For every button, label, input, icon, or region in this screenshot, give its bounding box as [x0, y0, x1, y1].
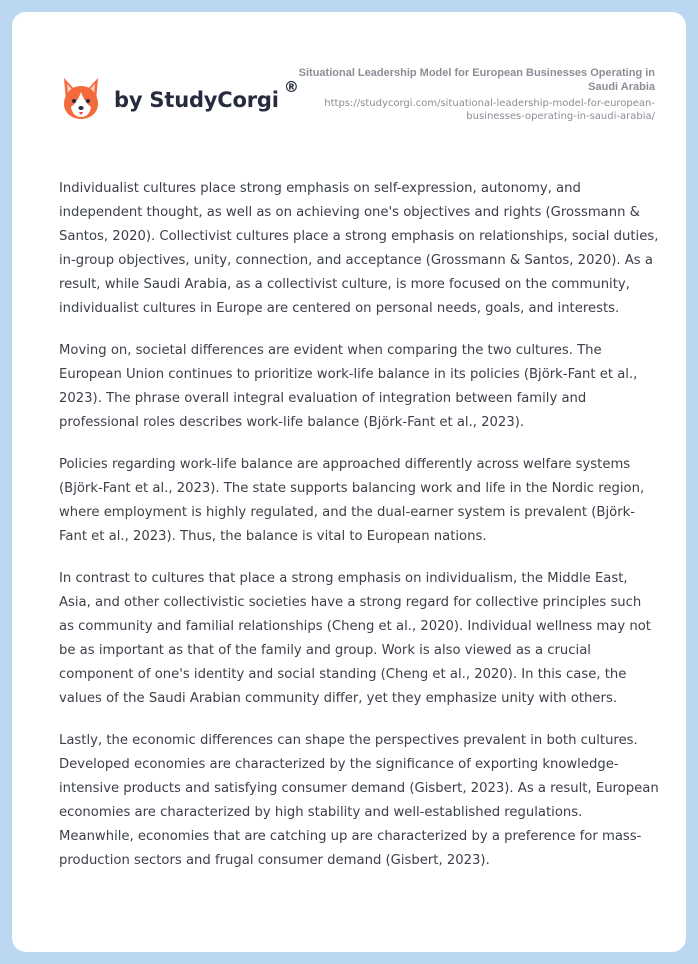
paragraph-5: Lastly, the economic differences can shape the perspectives prevalent in both cultures. Developed economies are characterized by the significance of exporting knowledge-intensive products and satisfying consumer demand (Gisbert, 2023). As a result, European economies are characterized by high stability and well-established regulations. Meanwhile, economies that are catching up are characterized by a preference for mass-production sectors and frugal consumer demand (Gisbert, 2023). — [59, 733, 659, 868]
studycorgi-logo[interactable] — [60, 76, 299, 120]
document-title: Situational Leadership Model for European Businesses Operating in Saudi Arabia — [298, 67, 655, 93]
page-header — [12, 12, 686, 152]
document-url[interactable]: https://studycorgi.com/situational-leadership-model-for-european-businesses-operating-in-saudi-arabia/ — [324, 98, 655, 122]
corgi-logo-icon — [60, 76, 102, 120]
paragraph-1: Individualist cultures place strong emphasis on self-expression, autonomy, and independent thought, as well as on achieving one's objectives and rights (Grossmann & Santos, 2020). Collectivist cultures place a strong emphasis on relationships, social duties, in-group objectives, unity, connection, and acceptance (Grossmann & Santos, 2020). As a result, while Saudi Arabia, as a collectivist culture, is more focused on the community, individualist cultures in Europe are centered on personal needs, goals, and interests. — [59, 181, 659, 316]
paragraph-3: Policies regarding work-life balance are approached differently across welfare systems (Björk-Fant et al., 2023). The state supports balancing work and life in the Nordic region, where employment is highly regulated, and the dual-earner system is prevalent (Björk-Fant et al., 2023). Thus, the balance is vital to European nations. — [59, 457, 645, 544]
document-page — [12, 12, 686, 952]
paragraph-2: Moving on, societal differences are evident when comparing the two cultures. The European Union continues to prioritize work-life balance in its policies (Björk-Fant et al., 2023). The phrase overall integral evaluation of integration between family and professional roles describes work-life balance (Björk-Fant et al., 2023). — [59, 343, 638, 430]
document-meta — [295, 66, 655, 123]
registered-mark: ® — [283, 78, 299, 96]
document-body — [59, 177, 659, 891]
paragraph-4: In contrast to cultures that place a strong emphasis on individualism, the Middle East, Asia, and other collectivistic societies have a strong regard for collective principles such as community and familial relationships (Cheng et al., 2020). Individual wellness may not be as important as that of the family and group. Work is also viewed as a crucial component of one's identity and social standing (Cheng et al., 2020). In this case, the values of the Saudi Arabian community differ, yet they emphasize unity with others. — [59, 571, 651, 706]
brand-name: by StudyCorgi ® — [114, 78, 299, 112]
